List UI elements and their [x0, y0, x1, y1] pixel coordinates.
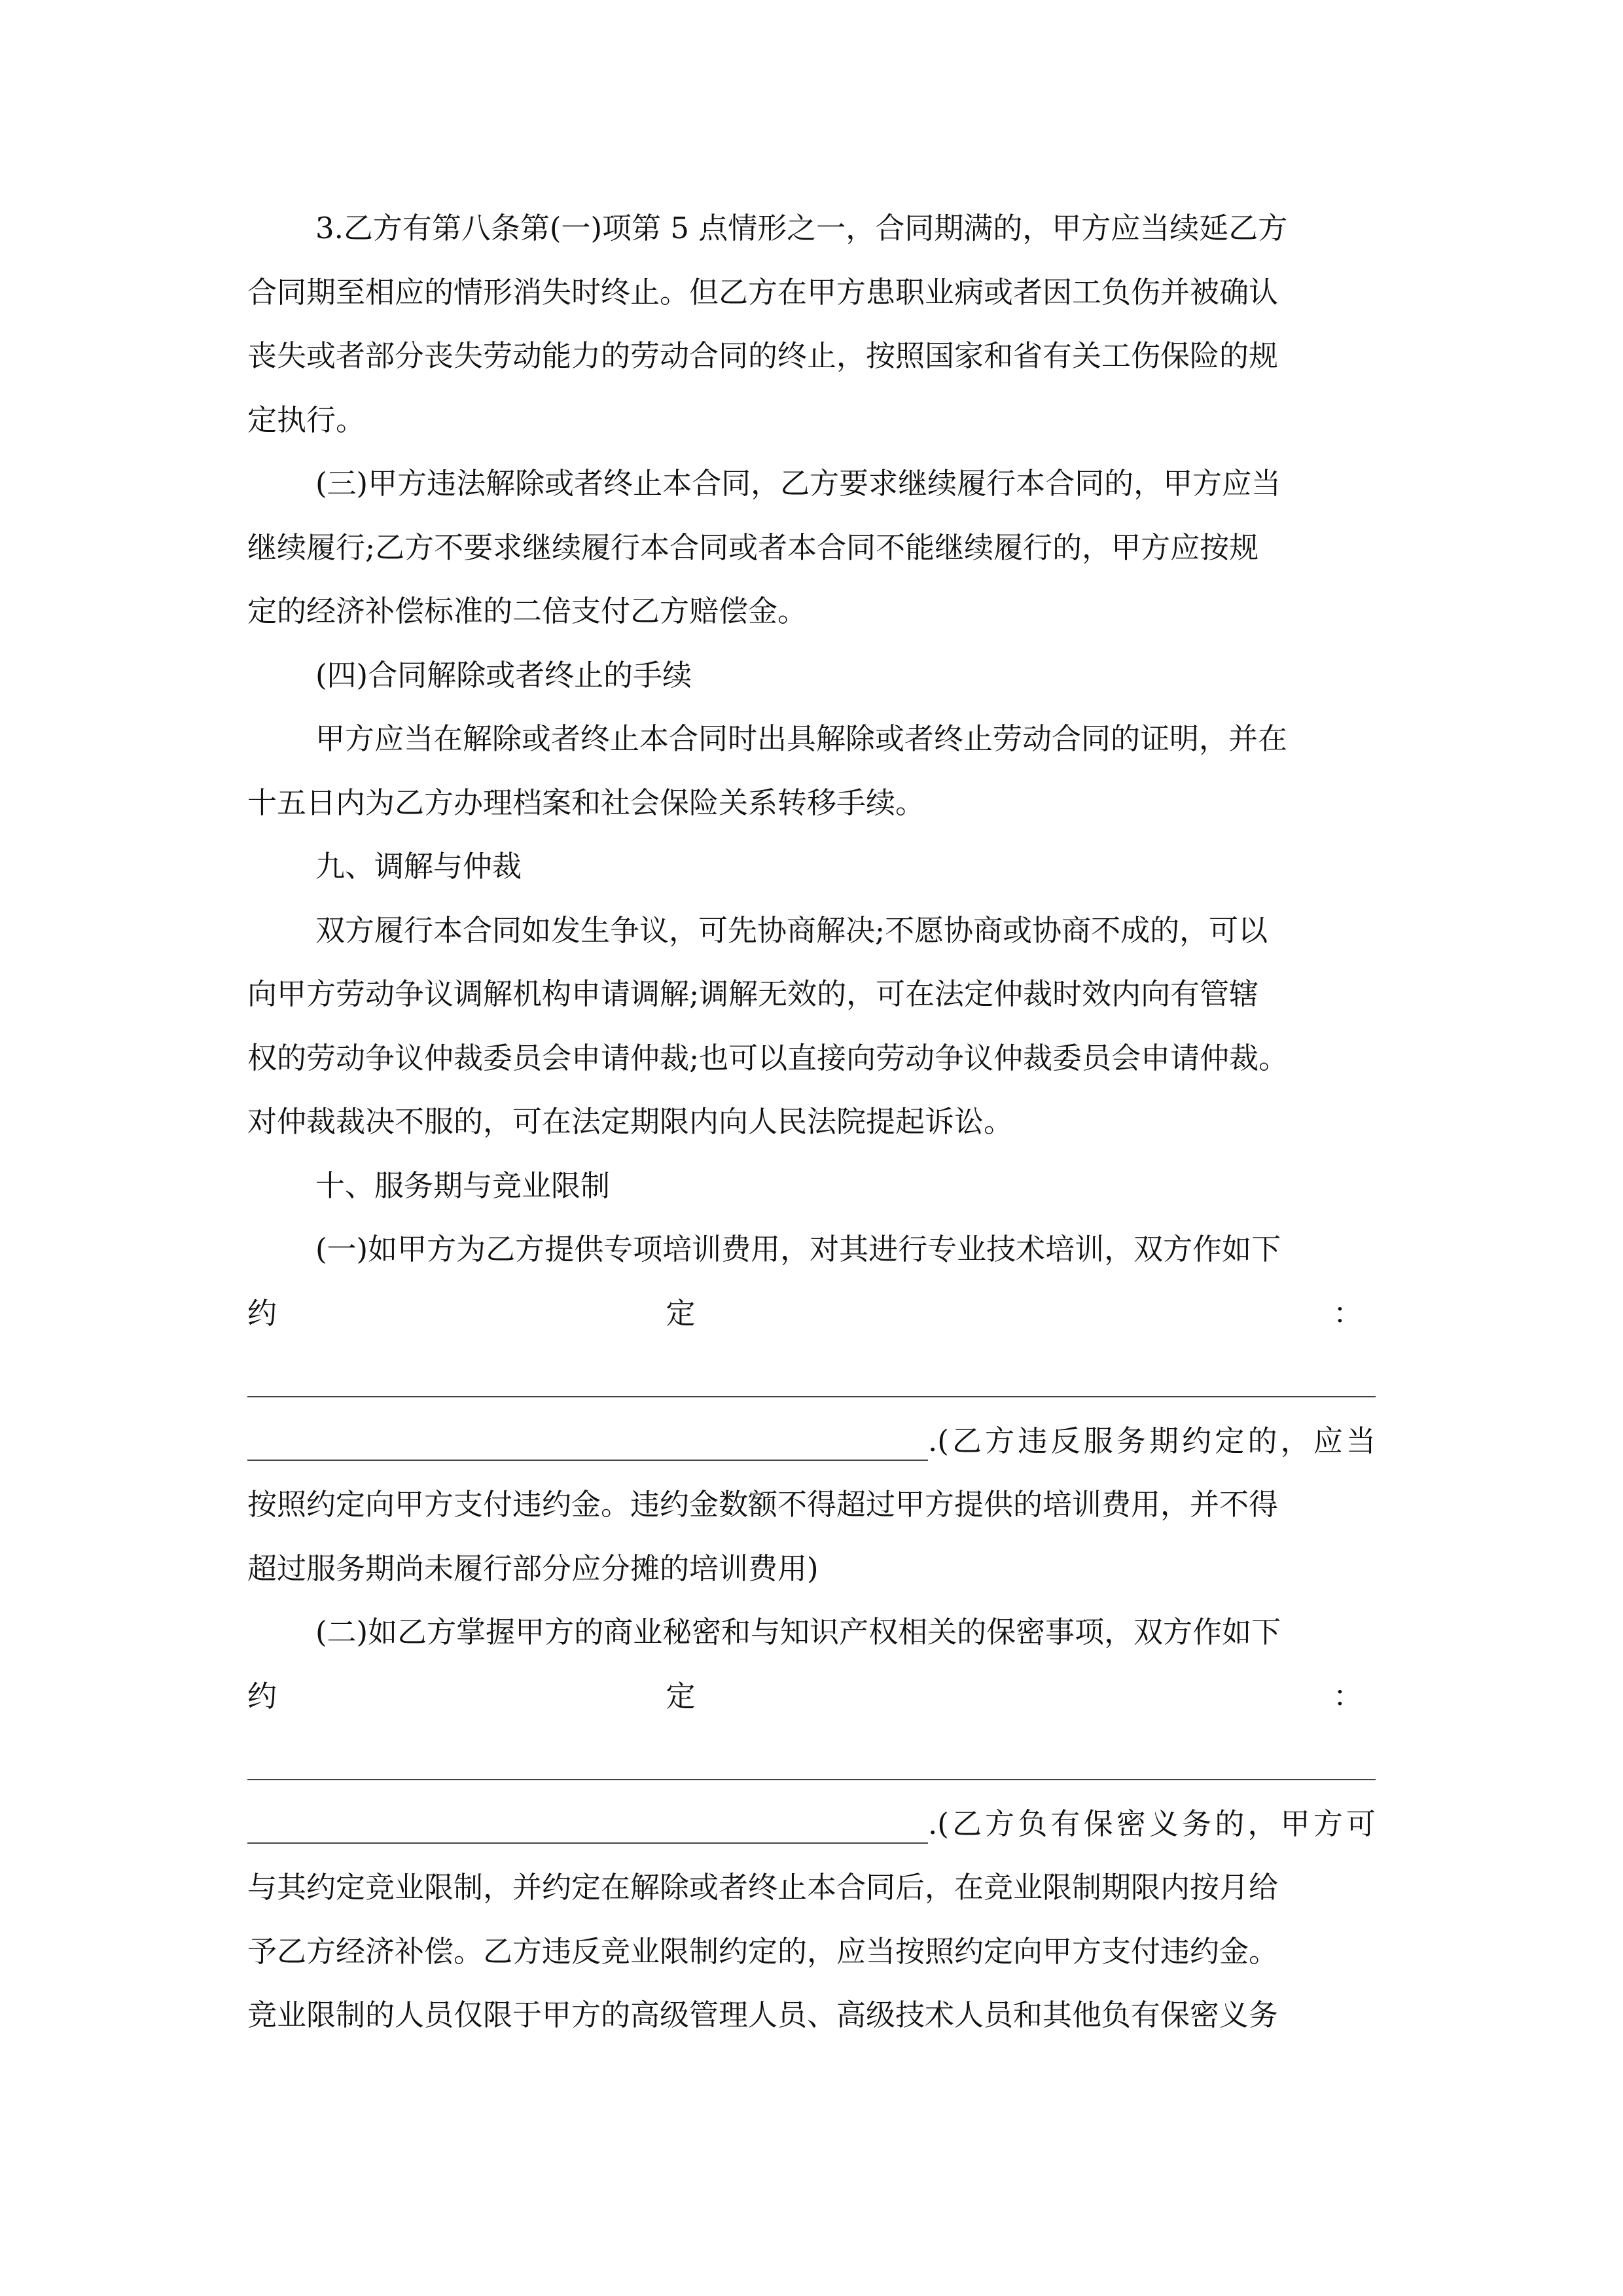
- fill-in-blank-partial: [247, 1792, 1376, 1856]
- text-line: 定的经济补偿标准的二倍支付乙方赔偿金。: [247, 594, 808, 628]
- agreement-label-row: [247, 1282, 1376, 1346]
- paragraph-confidentiality-agreement: [247, 1600, 1376, 1664]
- text-line: 十、服务期与竞业限制: [315, 1168, 611, 1203]
- document-page: [247, 196, 1376, 2047]
- text-line: .(乙方负有保密义务的，甲方可: [928, 1806, 1376, 1841]
- paragraph-termination-procedure-heading: [247, 643, 1376, 708]
- text-line: 十五日内为乙方办理档案和社会保险关系转移手续。: [247, 785, 925, 820]
- text-line: 予乙方经济补偿。乙方违反竞业限制约定的，应当按照约定向甲方支付违约金。: [247, 1933, 1279, 1969]
- text-line: 3.乙方有第八条第(一)项第 5 点情形之一，合同期满的，甲方应当续延乙方: [315, 211, 1288, 245]
- spread-char: 约: [247, 1295, 277, 1331]
- text-line: (二)如乙方掌握甲方的商业秘密和与知识产权相关的保密事项，双方作如下: [315, 1615, 1281, 1649]
- fill-in-blank-line[interactable]: [247, 1842, 928, 1844]
- text-line: 按照约定向甲方支付违约金。违约金数额不得超过甲方提供的培训费用，并不得: [247, 1487, 1279, 1522]
- fill-in-blank-partial: [247, 1409, 1376, 1473]
- fill-in-blank-line[interactable]: [247, 1460, 928, 1461]
- text-line: 丧失或者部分丧失劳动能力的劳动合同的终止，按照国家和省有关工伤保险的规: [247, 338, 1279, 373]
- text-line: (四)合同解除或者终止的手续: [315, 657, 692, 692]
- agreement-label-row: [247, 1664, 1376, 1729]
- text-line: 甲方应当在解除或者终止本合同时出具解除或者终止劳动合同的证明，并在: [315, 721, 1288, 756]
- paragraph-training-agreement: [247, 1217, 1376, 1282]
- text-line: 与其约定竞业限制，并约定在解除或者终止本合同后，在竞业限制期限内按月给: [247, 1870, 1279, 1905]
- paragraph-non-compete: [247, 1856, 1376, 2047]
- spread-char: ：: [1332, 1678, 1363, 1713]
- fill-in-blank-line[interactable]: [247, 1728, 1376, 1792]
- fill-in-blank-line[interactable]: [247, 1345, 1376, 1409]
- section-heading-service-period: [247, 1154, 1376, 1218]
- text-line: 双方履行本合同如发生争议，可先协商解决;不愿协商或协商不成的，可以: [315, 912, 1268, 948]
- text-line: 向甲方劳动争议调解机构申请调解;调解无效的，可在法定仲裁时效内向有管辖: [247, 977, 1259, 1011]
- text-line: 竞业限制的人员仅限于甲方的高级管理人员、高级技术人员和其他负有保密义务: [247, 1998, 1279, 2032]
- spread-char: 约: [247, 1678, 277, 1713]
- text-line: 合同期至相应的情形消失时终止。但乙方在甲方患职业病或者因工负伤并被确认: [247, 274, 1279, 310]
- paragraph-termination-extension: [247, 196, 1376, 452]
- spread-char: 定: [666, 1678, 696, 1713]
- section-heading-mediation: [247, 834, 1376, 899]
- text-line: 定执行。: [247, 402, 366, 437]
- text-line: (一)如甲方为乙方提供专项培训费用，对其进行专业技术培训，双方作如下: [315, 1232, 1281, 1266]
- text-line: (三)甲方违法解除或者终止本合同，乙方要求继续履行本合同的，甲方应当: [315, 466, 1281, 501]
- paragraph-termination-certificate: [247, 707, 1376, 834]
- text-line: .(乙方违反服务期约定的，应当: [928, 1423, 1376, 1458]
- spread-char: 定: [666, 1295, 696, 1331]
- text-line: 九、调解与仲裁: [315, 849, 522, 884]
- text-line: 继续履行;乙方不要求继续履行本合同或者本合同不能继续履行的，甲方应按规: [247, 529, 1259, 565]
- paragraph-dispute-resolution: [247, 899, 1376, 1154]
- underline-rule: [247, 1396, 1376, 1397]
- paragraph-illegal-termination: [247, 452, 1376, 643]
- paragraph-training-penalty: [247, 1473, 1376, 1600]
- text-line: 超过服务期尚未履行部分应分摊的培训费用): [247, 1551, 819, 1586]
- spread-char: ：: [1332, 1295, 1363, 1331]
- text-line: 对仲裁裁决不服的，可在法定期限内向人民法院提起诉讼。: [247, 1104, 1014, 1139]
- underline-rule: [247, 1779, 1376, 1780]
- text-line: 权的劳动争议仲裁委员会申请仲裁;也可以直接向劳动争议仲裁委员会申请仲裁。: [247, 1040, 1289, 1075]
